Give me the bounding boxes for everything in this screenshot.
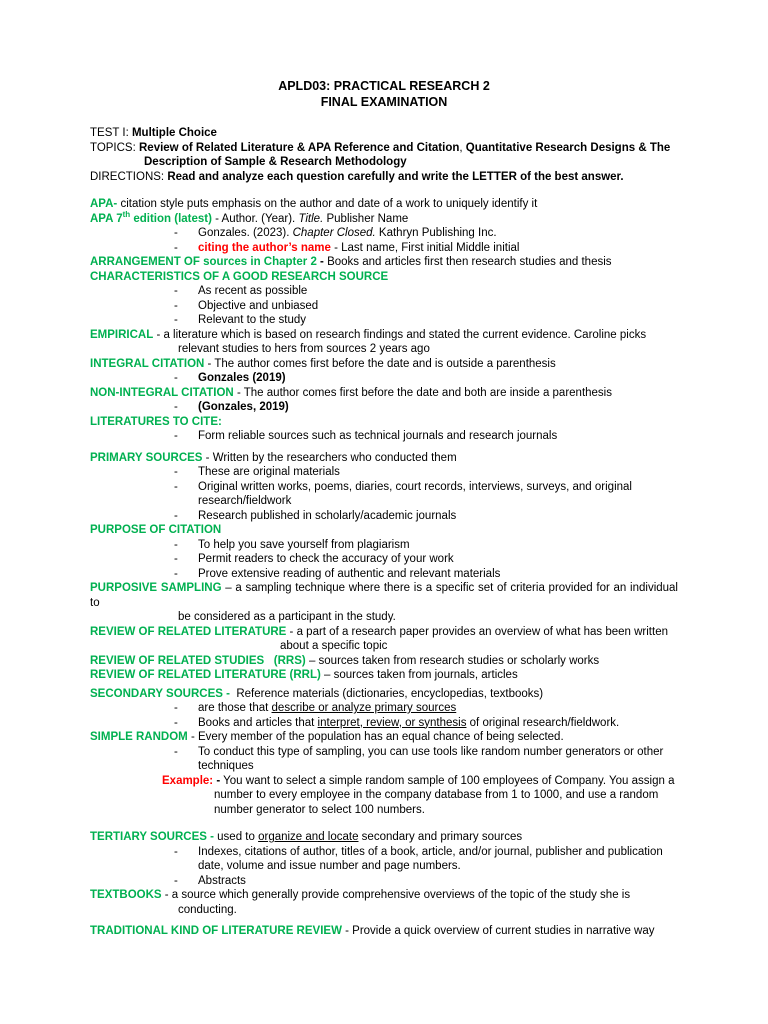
entry-text: Review of Related Literature & APA Reference and Citation xyxy=(139,141,460,154)
list-item xyxy=(90,429,678,444)
list-item xyxy=(90,716,678,731)
entry-term: REVIEW OF RELATED STUDIES (RRS) xyxy=(90,654,306,667)
entry-text: of original research/fieldwork. xyxy=(466,716,620,729)
entry-text: research/fieldwork xyxy=(198,495,292,507)
entry-text: describe or analyze primary sources xyxy=(271,702,457,714)
entry-text: (Gonzales, 2019) xyxy=(198,401,289,413)
example-line-cont: number to every employee in the company database from 1 to 1000, and use a random xyxy=(214,789,659,801)
entry-term: APA- xyxy=(90,198,118,210)
list-item xyxy=(90,845,678,860)
entry-text: techniques xyxy=(198,760,254,772)
entry-text: - Written by the researchers who conducted them xyxy=(202,451,457,464)
entry-textbooks xyxy=(90,888,678,903)
entry-term: INTEGRAL CITATION xyxy=(90,357,205,370)
entry-text: - Provide a quick overview of current studies in narrative way xyxy=(341,925,655,937)
entry-secondary xyxy=(90,687,678,702)
list-item xyxy=(90,745,678,760)
entry-integral xyxy=(90,357,678,372)
entry-text: - Every member of the population has an equal chance of being selected. xyxy=(187,731,564,743)
entry-text: are those that xyxy=(198,702,272,714)
topics-line-2: Description of Sample & Research Methodology xyxy=(144,156,407,168)
bullet-dash: - xyxy=(174,314,178,326)
entry-term: REVIEW OF RELATED LITERATURE (RRL) xyxy=(90,669,321,681)
entry-text: Objective and unbiased xyxy=(198,299,319,312)
bullet-dash: - xyxy=(174,745,178,758)
bullet-dash: - xyxy=(174,567,178,580)
entry-text: Publisher Name xyxy=(323,212,409,225)
entry-text: citing the author’s name xyxy=(198,241,331,254)
entry-text: Form reliable sources such as technical journals and research journals xyxy=(198,430,558,442)
list-item xyxy=(90,299,678,314)
entry-text: Example: xyxy=(162,774,214,787)
entry-term: SIMPLE RANDOM xyxy=(90,731,188,743)
entry-rrl-2 xyxy=(90,668,678,683)
list-item xyxy=(90,371,678,386)
entry-text: - Last name, First initial Middle initial xyxy=(330,241,520,254)
entry-empirical xyxy=(90,328,678,343)
page-title xyxy=(90,78,678,110)
title-line-1: APLD03: PRACTICAL RESEARCH 2 xyxy=(278,79,490,93)
entry-arrangement xyxy=(90,255,678,270)
directions-line xyxy=(90,170,678,185)
entry-text: Read and analyze each question carefully and write the LETTER of the best answer. xyxy=(167,170,624,183)
bullet-dash: - xyxy=(174,845,178,858)
entry-term: ARRANGEMENT OF sources in Chapter 2 xyxy=(90,256,317,268)
list-item xyxy=(90,241,678,256)
list-item-cont xyxy=(90,859,678,874)
bullet-dash: - xyxy=(174,299,178,312)
entry-textbooks-cont: conducting. xyxy=(178,903,237,916)
entry-text: – a sampling technique where there is a specific set of criteria provided for an individual to xyxy=(90,582,678,609)
entry-text: - a part of a research paper provides an overview of what has been written xyxy=(286,625,668,638)
entry-text: - The author comes first before the date and is outside a parenthesis xyxy=(204,357,556,370)
list-item xyxy=(90,552,678,567)
entry-purpose: PURPOSE OF CITATION xyxy=(90,524,222,536)
entry-text: DIRECTIONS: xyxy=(90,170,168,183)
bullet-dash: - xyxy=(174,716,178,729)
entry-text: Books and articles that xyxy=(198,716,318,729)
entry-text: interpret, review, or synthesis xyxy=(317,716,467,729)
exam-info xyxy=(90,126,678,184)
list-item-cont xyxy=(90,759,678,774)
entry-text: Quantitative Research Designs & The xyxy=(465,141,671,154)
bullet-dash: - xyxy=(174,480,178,493)
entry-term: REVIEW OF RELATED LITERATURE xyxy=(90,625,287,638)
list-item xyxy=(90,313,678,328)
entry-apa xyxy=(90,197,678,212)
entry-text: - Author. (Year). xyxy=(211,212,299,225)
bullet-dash: - xyxy=(174,401,178,413)
list-item xyxy=(90,701,678,716)
entry-text: Abstracts xyxy=(198,874,246,887)
list-item xyxy=(90,874,678,889)
bullet-dash: - xyxy=(174,702,178,714)
entry-primary xyxy=(90,451,678,466)
entry-text: Gonzales. (2023). xyxy=(198,227,293,239)
entry-nonintegral xyxy=(90,386,678,401)
entry-simple-random xyxy=(90,730,678,745)
entry-purposive-cont: be considered as a participant in the study. xyxy=(178,611,396,623)
bullet-dash: - xyxy=(174,372,178,384)
list-item xyxy=(90,538,678,553)
entry-term: PURPOSIVE SAMPLING xyxy=(90,582,222,594)
topics-line xyxy=(90,141,678,156)
entry-term: TEXTBOOKS xyxy=(90,889,162,901)
entry-purposive xyxy=(90,581,678,610)
entry-text: - a source which generally provide comprehensive overviews of the topic of the study she is xyxy=(161,889,631,901)
entry-text: You want to select a simple random sample of 100 employees of Company. You assign a xyxy=(220,774,675,787)
entry-text: used to xyxy=(213,831,259,843)
entry-term xyxy=(90,209,212,225)
entry-text: edition (latest) xyxy=(130,212,212,225)
entry-text: To conduct this type of sampling, you can use tools like random number generators or other xyxy=(198,745,664,758)
bullet-dash: - xyxy=(174,466,178,478)
bullet-dash: - xyxy=(174,553,178,565)
entry-term: SECONDARY SOURCES - xyxy=(90,687,230,700)
entry-text: Permit readers to check the accuracy of your work xyxy=(198,553,454,565)
entry-text: - xyxy=(316,256,328,268)
entry-text: Prove extensive reading of authentic and relevant materials xyxy=(198,567,501,580)
example-line xyxy=(90,774,678,789)
entry-rrl-1-cont: about a specific topic xyxy=(280,640,388,652)
entry-text: – sources taken from journals, articles xyxy=(320,669,518,681)
bullet-dash: - xyxy=(174,509,178,522)
list-item xyxy=(90,226,678,241)
list-item xyxy=(90,400,678,415)
entry-traditional xyxy=(90,924,678,939)
entry-tertiary xyxy=(90,830,678,845)
entry-text: Indexes, citations of author, titles of a book, article, and/or journal, publisher and publication xyxy=(198,845,663,858)
list-item xyxy=(90,465,678,480)
bullet-dash: - xyxy=(174,430,178,442)
entry-term: TRADITIONAL KIND OF LITERATURE REVIEW xyxy=(90,925,342,937)
entry-text: Chapter Closed. xyxy=(292,227,376,239)
bullet-dash: - xyxy=(174,227,178,239)
entry-text: These are original materials xyxy=(198,466,340,478)
bullet-dash: - xyxy=(174,285,178,297)
entry-text: TOPICS: xyxy=(90,141,139,154)
entry-text: date, volume and issue number and page numbers. xyxy=(198,860,461,872)
entry-text: TEST I: xyxy=(90,127,132,139)
entry-text: Multiple Choice xyxy=(131,127,217,139)
list-item xyxy=(90,480,678,495)
entry-text: APA 7 xyxy=(90,212,123,225)
entry-text: th xyxy=(122,209,131,219)
list-item xyxy=(90,284,678,299)
entry-text: Gonzales (2019) xyxy=(198,372,286,384)
entry-text: – sources taken from research studies or scholarly works xyxy=(305,654,600,667)
entry-text: Books and articles first then research studies and thesis xyxy=(327,256,612,268)
bullet-dash: - xyxy=(174,538,178,551)
entry-term: TERTIARY SOURCES - xyxy=(90,831,214,843)
entry-text: Research published in scholarly/academic journals xyxy=(198,509,457,522)
entry-text: Reference materials (dictionaries, encyclopedias, textbooks) xyxy=(229,687,544,700)
list-item-cont xyxy=(90,494,678,509)
entry-term: NON-INTEGRAL CITATION xyxy=(90,386,234,399)
example-line-cont: number generator to select 100 numbers. xyxy=(214,803,425,816)
entry-text: To help you save yourself from plagiarism xyxy=(198,538,410,551)
entry-rrl-1 xyxy=(90,625,678,640)
entry-term: EMPIRICAL xyxy=(90,328,154,341)
entry-text: Title. xyxy=(298,212,324,225)
entry-literatures: LITERATURES TO CITE: xyxy=(90,415,222,428)
entry-text: Kathryn Publishing Inc. xyxy=(375,227,497,239)
entry-text: Relevant to the study xyxy=(198,314,307,326)
entry-empirical-cont: relevant studies to hers from sources 2 years ago xyxy=(178,343,430,355)
entry-text: secondary and primary sources xyxy=(358,831,523,843)
list-item xyxy=(90,509,678,524)
entry-text: , xyxy=(459,141,466,154)
entry-text: - xyxy=(213,774,221,787)
entry-text: As recent as possible xyxy=(198,285,308,297)
test-line xyxy=(90,126,678,141)
bullet-dash: - xyxy=(174,874,178,887)
bullet-dash: - xyxy=(174,241,178,254)
list-item xyxy=(90,567,678,582)
title-line-2: FINAL EXAMINATION xyxy=(320,95,448,109)
entry-characteristics: CHARACTERISTICS OF A GOOD RESEARCH SOURCE xyxy=(90,270,389,283)
entry-term: PRIMARY SOURCES xyxy=(90,451,203,464)
entry-apa7 xyxy=(90,209,678,227)
entry-rrs xyxy=(90,654,678,669)
entry-text: Original written works, poems, diaries, court records, interviews, surveys, and original xyxy=(198,480,632,493)
entry-text: - The author comes first before the date and both are inside a parenthesis xyxy=(233,386,612,399)
entry-text: citation style puts emphasis on the author and date of a work to uniquely identify it xyxy=(117,198,538,210)
entry-text: organize and locate xyxy=(258,831,359,843)
entry-text: - a literature which is based on research findings and stated the current evidence. Caroline picks xyxy=(153,328,647,341)
